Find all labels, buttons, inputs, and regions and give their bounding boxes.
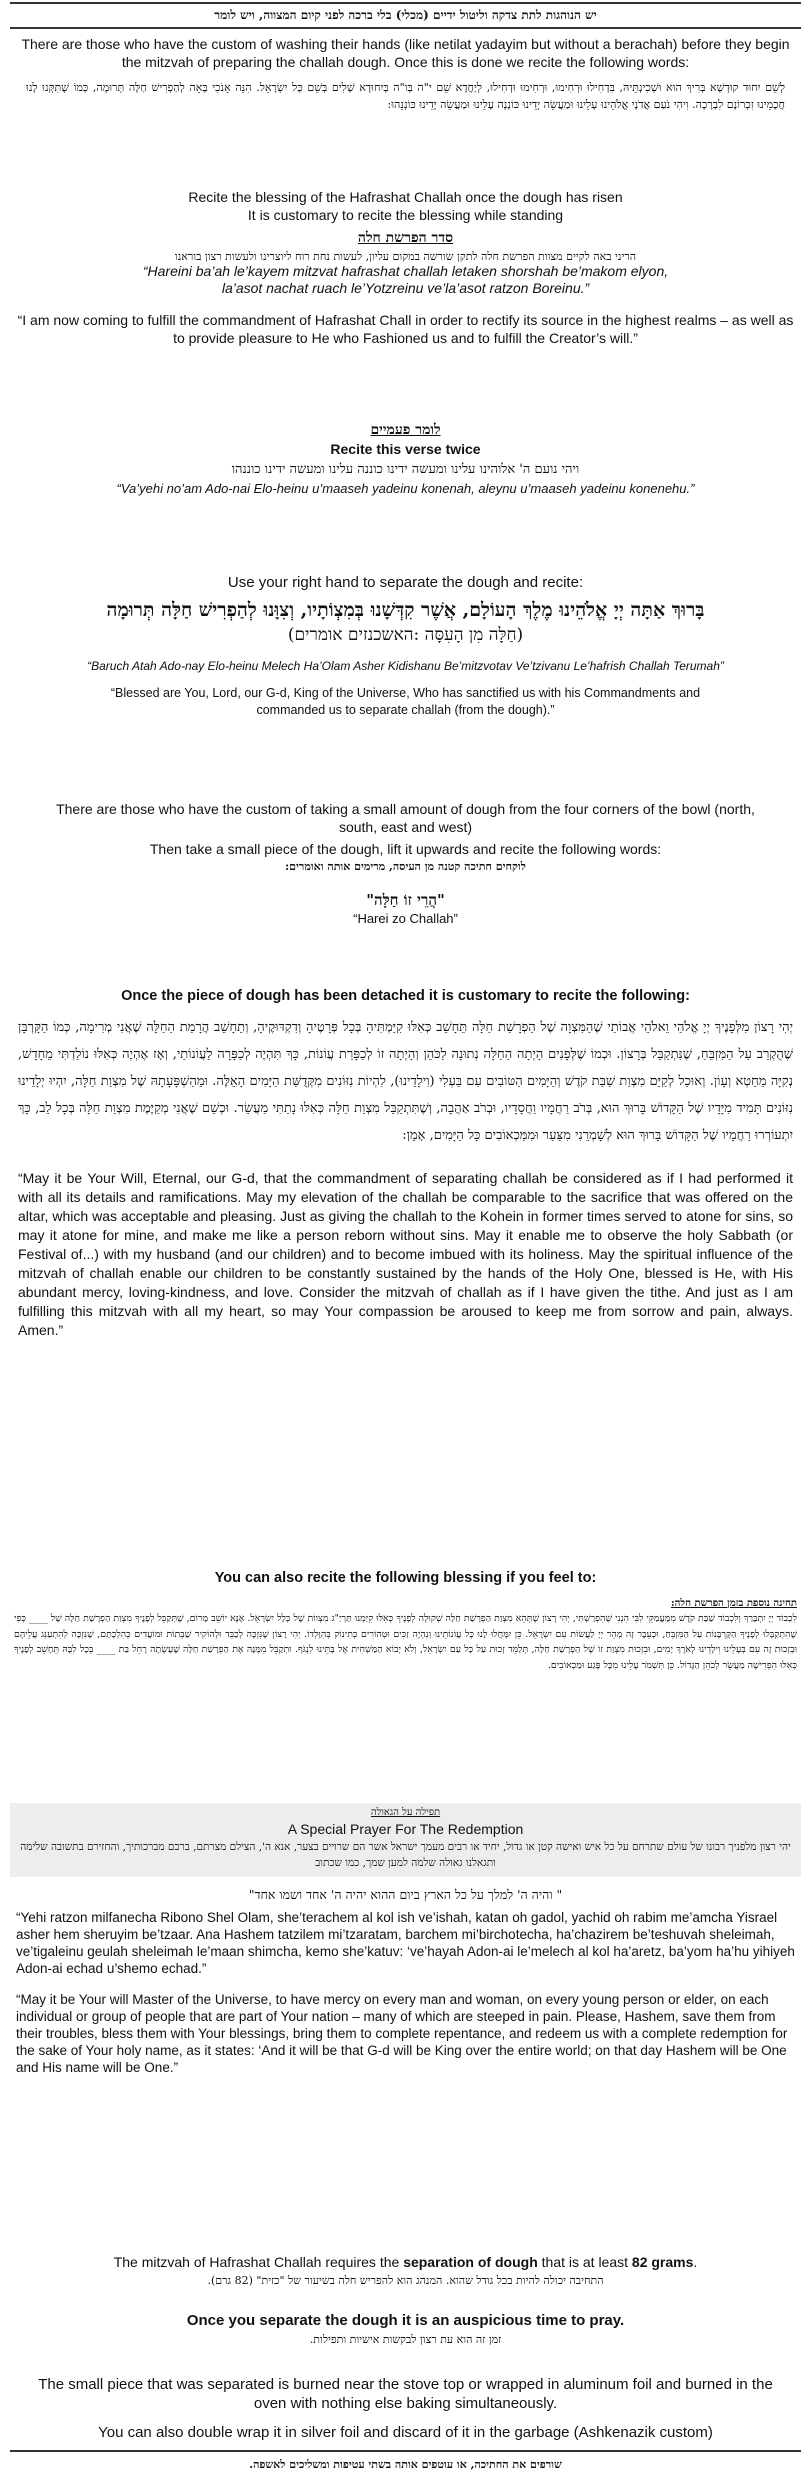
redemption-title-he: תפילה על הגאולה (370, 1807, 441, 1818)
twice-translit: “Va’yehi no’am Ado-nai Elo-heinu u’maaseh yadeinu konenah, aleynu u’maaseh yadeinu konenehu.” (116, 481, 695, 496)
blessing-instruction-2: It is customary to recite the blessing while standing (247, 207, 564, 223)
detached-section (10, 988, 801, 1340)
twice-title-en: Recite this verse twice (330, 441, 481, 457)
additional-heading: You can also recite the following blessing if you feel to: (214, 1570, 597, 1586)
redemption-translation: “May it be Your will Master of the Universe, to have mercy on every man and woman, on every young person or elder, on each individual or group of people that are part of Your nation – many of which are steeped in pain. Please, Hashem, save them from their troubles, bless them with Your blessings, bring them to complete repentance, and redeem us with a complete redemption for the sake of Your holy name, as it states: ‘And it will be that G-d will be King over the entire world; on that day Hashem will be One and His name will be One.” (16, 1992, 788, 2075)
bracha-text-he-ashkenaz: (חַלָּה מִן הָעִסָּה :האשכנזים אומרים) (287, 625, 524, 645)
intro-prayer-he: לְשֵׁם יִחוּד קוּדְשָׁא בְּרִיךְ הוּא וּשְׁכִינְתֵּיהּ, בִּדְחִילוּ וּרְחִימוּ, וּרְחִימוּ וּדְחִילוּ, לְיַחֲדָא שֵׁם י"ה בְּו"ה בְּיִחוּדָא שְׁלִים בְּשֵׁם כָּל יִשְׂרָאֵל. הִנֵּה אָנֹכִי בָּאָה לְהַפְרִישׁ חַלָּה תְּרוּמָה, כְּמוֹ שֶׁתִּקְּנוּ לָנוּ חֲכָמֵינוּ זִכְרוֹנָם לִבְרָכָה. וִיהִי נֹעַם אֲדֹנָי אֱלֹהֵינוּ עָלֵינוּ וּמַעֲשֵׂה יָדֵינוּ כּוֹנְנָה עָלֵינוּ וּמַעֲשֵׂה יָדֵינוּ כּוֹנְנֵהוּ: (26, 81, 785, 111)
burn-instruction-he: שורפים את החתיכה, או עוטפים אותה בשתי עטיפות ומשליכים לאשפה. (249, 2458, 562, 2471)
redemption-band (10, 1803, 801, 1877)
lift-instruction-he: לוקחים חתיכה קטנה מן העיסה, מרימים אותה ואומרים: (285, 860, 526, 873)
intro-section (10, 2, 801, 113)
redemption-text-he: יהי רצון מלפניך רבונו של עולם שתרחם על כל איש ואישה קטן או גדול, יחיד או רבים מעמך ישראל אשר הם שרויים בצער, אנא ה', הצילם מצרתם, ברכם מברכותיך, והחזירם בתשובה שלימה ותגאלנו גאולה שלמה למען שמך, כמו שכתוב (20, 1841, 791, 1869)
harei-zo-challah-he: "הֲרֵי זוֹ חַלָּה" (366, 891, 445, 909)
amount-grams: 82 grams (631, 2254, 694, 2270)
additional-text-he: לִכְבוֹד יְיָ יִתְבָּרַךְ וְלִכְבוֹד שַׁבַּת קֹדֶשׁ מִמַּעֲמַקֵּי לִבִּי הִנְנִי שֶׁהִפְרַשְׁתִּי, יְהִי רָצוֹן שֶׁתְּהֵא מִצְוַת הַפְרָשַׁת חַלָּה שְׁקוּלָה לְפָנֶיךָ כְּאִלּוּ קִיַּמְנוּ תַּרְיַ"ג מִצְווֹת שֶׁל כְּלַל יִשְׂרָאֵל. אָנָּא יוֹשֵׁב מָרוֹם, שֶׁתְּקַבֵּל לְפָנֶיךָ מִצְוַת הַפְרָשַׁת חַלָּה שֶׁל ____ כְּפִי שֶׁהִתְקַבְּלוּ לְפָנֶיךָ הַקָּרְבָּנוֹת עַל הַמִּזְבֵּחַ, וּכְעֵבֶר זֶה מְהֵר יְיָ לַעֲשׂוֹת עִם יִשְׂרָאֵל. כֵּן יִמָּחֲלוּ לָנוּ כָּל עֲוֹנוֹתֵינוּ וְנִהְיֶה זַכִּים וּטְהוֹרִים כְּתִינוֹק בְּהִוָּלְדוֹ. יְהִי רָצוֹן שֶׁנִּזְכֶּה לְכַבֵּד וּלְהוֹקִיר שַׁבְּתוֹת וּמוֹעֲדִים כְּהִלְכָתָם, שֶׁנִּזְכֶּה לְהִתְעַנֵּג עֲלֵיהֶם וּבְזְכוּת זֶה עִם בְּעָלֵינוּ וִילָדֵינוּ לְאֹרֶךְ יָמִים, וּבִזְכוּת מִצְוַת זוֹ שֶׁל הַפְרָשַׁת חַלָּה, תְּלַמֵּד זְכוּת עַל כָּל עַם יִשְׂרָאֵל, וְלֹא יָבוֹא הַמַּשְׁחִית אֶל בָּתֵּינוּ לִנְגֹּף. וּתְקַבֵּל מִמֶּנָּה אֶת הַפְרָשַׁת חַלָּה שֶׁעָשְׂתָה רָחֵל בַּת ____ בְּכָל לִבָּהּ תֵּחָשֵׁב לְפָנֶיךָ כְּאִלּוּ הִפְרִישָׁה מַעֲשֵׂר לְכֹהֵן הַגָּדוֹל. כֵּן תִּשְׁמֹר עָלֵינוּ מִכָּל פֶּגַע וּמַכְאוֹבִים. (14, 1613, 797, 1671)
seder-text-he: הריני באה לקיים מצוות הפרשת חלה לתקן שורשה במקום עליון, לעשות נחת רוח ליוצרינו ולעשות רצון בוראנו (174, 250, 637, 263)
seder-translit-2: la’asot nachat ruach le’Yotzreinu ve’la’asot ratzon Boreinu.” (221, 280, 590, 296)
seder-translit-1: “Hareini ba’ah le’kayem mitzvat hafrashat challah letaken shorshah be’makom elyon, (142, 263, 669, 279)
amount-section (10, 2254, 801, 2287)
divider (10, 2, 801, 4)
amount-text-before: The mitzvah of Hafrashat Challah requires the (113, 2254, 404, 2270)
twice-section (10, 422, 801, 496)
redemption-verse-he: " והיה ה' למלך על כל הארץ ביום ההוא יהיה ה' אחד ושמו אחד" (248, 1887, 563, 1902)
lift-instruction: Then take a small piece of the dough, lift it upwards and recite the following words: (149, 841, 662, 857)
pray-section (10, 2312, 801, 2346)
discard-instruction: You can also double wrap it in silver foil and discard of it in the garbage (Ashkenazik custom) (98, 2424, 713, 2441)
corners-section (10, 800, 801, 926)
bracha-translit: “Baruch Atah Ado-nay Elo-heinu Melech Ha’Olam Asher Kidishanu Be’mitzvotav Ve’tzivanu Le’hafrish Challah Terumah” (87, 659, 724, 673)
amount-text-end: . (693, 2254, 698, 2270)
twice-text-he: ויהי נועם ה' אלוהינו עלינו ומעשה ידינו כוננה עלינו ומעשה ידינו כוננהו (231, 462, 580, 477)
bracha-translation: “Blessed are You, Lord, our G-d, King of the Universe, Who has sanctified us with his Commandments and commanded us to separate challah (from the dough).” (110, 686, 701, 717)
additional-section (10, 1570, 801, 1673)
blessing-intro-section (10, 188, 801, 347)
detached-translation: “May it be Your Will, Eternal, our G-d, that the commandment of separating challah be considered as if I had performed it with all its details and ramifications. May my elevation of the challah be comparable to the sacrifice that was offered on the altar, which was acceptable and pleasing. Just as giving the challah to the Kohein in former times served to atone for sins, so may it atone for mine, and make me like a person reborn without sins. May it enable me to observe the holy Sabbath (or Festival of...) with my husband (and our children) and to become imbued with its holiness. May the spiritual influence of the mitzvah of challah enable our children to be constantly sustained by the hands of the Holy One, blessed is He, with His abundant mercy, loving-kindness, and love. Consider the mitzvah of challah as if I have given the tithe. And just as I am fulfilling this mitzvah with all my heart, so may Your compassion be aroused to keep me from sorrow and pain, always. Amen.” (18, 1170, 793, 1338)
intro-text: There are those who have the custom of washing their hands (like netilat yadayim but without a berachah) before they begin the mitzvah of preparing the challah dough. Once this is done we recite the following words: (21, 36, 790, 70)
blessing-instruction-1: Recite the blessing of the Hafrashat Challah once the dough has risen (188, 189, 623, 205)
bracha-instruction: Use your right hand to separate the dough and recite: (227, 574, 584, 591)
twice-title-he: לומר פעמיים (370, 422, 441, 438)
detached-heading: Once the piece of dough has been detached it is customary to recite the following: (121, 988, 690, 1004)
divider (10, 27, 801, 29)
bracha-text-he: בָּרוּךְ אַתָּה יְיָ אֱלֹהֵינוּ מֶלֶךְ הָעוֹלָם, אֲשֶׁר קִדְּשָׁנוּ בְּמִצְוֹתָיו, וְצִוָּנוּ לְהַפְרִישׁ חַלָּה תְּרוּמָה (106, 599, 705, 621)
corners-instruction: There are those who have the custom of taking a small amount of dough from the four corners of the bowl (north, south, east and west) (56, 801, 755, 835)
detached-prayer-he: יְהִי רָצוֹן מִלְּפָנֶיךָ יְיָ אֱלֹהַי וֵאלֹהֵי אֲבוֹתַי שֶׁהַמִּצְוָה שֶׁל הַפְרָשַׁת חַלָּה תֵּחָשֵׁב כְּאִלּוּ קִיַּמְתִּיהָ בְּכָל פְּרָטֶיהָ וְדִקְדּוּקֶיהָ, וְתֵחָשֵׁב הֲרָמַת הַחַלָּה שֶׁאֲנִי מְרִימָה, כְּמוֹ הַקָּרְבָּן שֶׁהֻקְרַב עַל הַמִּזְבֵּחַ, שֶׁנִּתְקַבֵּל בְּרָצוֹן. וּכְמוֹ שֶׁלְּפָנִים הָיְתָה הַחַלָּה נְתוּנָה לַכֹּהֵן וְהָיְתָה זוֹ לְכַפָּרַת עֲוֹנוֹת, כָּךְ תִּהְיֶה לְכַפָּרָה לַעֲוֹנוֹתַי, וְאָז אֶהְיֶה כְּאִלּוּ נוֹלַדְתִּי מֵחָדָשׁ, נְקִיָּה מֵחֵטְא וְעָוֹן. וְאוּכַל לְקַיֵּם מִצְוַת שַׁבַּת קֹדֶשׁ וְהַיָּמִים הַטּוֹבִים עִם בַּעְלִי (וִילָדֵינוּ), לִהְיוֹת נִזּוֹנִים מִקְּדֻשַּׁת הַיָּמִים הָאֵלֶּה. וּמֵהַשְׁפָּעָתָהּ שֶׁל מִצְוַת חַלָּה, יִהְיוּ יְלָדֵינוּ נִזּוֹנִים תָּמִיד מִיָּדָיו שֶׁל הַקָּדוֹשׁ בָּרוּךְ הוּא, בְּרֹב רַחֲמָיו וַחֲסָדָיו, וּבְרֹב אַהֲבָה, וְשֶׁתִּתְקַבֵּל מִצְוַת חַלָּה כְּאִלּוּ נָתַתִּי מַעֲשֵׂר. וּכְשֵׁם שֶׁאֲנִי מְקַיֶּמֶת מִצְוַת חַלָּה בְּכָל לֵב, כָּךְ יִתְעוֹרְרוּ רַחֲמָיו שֶׁל הַקָּדוֹשׁ בָּרוּךְ הוּא לְשָׁמְרֵנִי מִצַּעַר וּמִמַּכְאוֹבִים כָּל הַיָּמִים, אָמֵן: (18, 1020, 793, 1143)
burn-section (10, 2375, 801, 2471)
amount-text-he: התחיבה יכולה להיות בכל גודל שהוא. המנהג הוא להפריש חלה בשיעור של "כזית" (82 גרם). (207, 2274, 604, 2287)
amount-text-mid: that is at least (537, 2254, 632, 2270)
harei-zo-challah-en: “Harei zo Challah” (353, 911, 458, 926)
seder-title-he: סדר הפרשת חלה (357, 230, 454, 246)
bracha-section (10, 574, 801, 719)
redemption-translit: “Yehi ratzon milfanecha Ribono Shel Olam, she’terachem al kol ish ve’ishah, katan oh gadol, yachid oh rabim me’amcha Yisrael asher hem sheruyim be’tzaar. Ana Hashem tatzilem mi’tzaratam, barchem mi’birchotecha, ha’chazirem be’teshuvah sheleimah, ve’tigaleinu geulah sheleimah le’maan shimcha, kemo she’katuv: ‘ve’hayah Adon-ai le’melech al kol ha’aretz, ba’yom ha’hu yihiyeh Adon-ai echad u’shemo echad.” (16, 1910, 795, 1976)
additional-title-he: תחינה נוספת בזמן הפרשת חלה: (670, 1598, 797, 1609)
intro-heading-he: יש הנוהגות לתת צדקה וליטול ידיים (מכלי) בלי ברכה לפני קיום המצווה, ויש לומר (214, 8, 597, 22)
seder-translation: “I am now coming to fulfill the commandment of Hafrashat Chall in order to rectify its source in the highest realms – as well as to provide pleasure to He who Fashioned us and to fulfill the Creator’s will.” (17, 312, 794, 346)
redemption-title-en: A Special Prayer For The Redemption (287, 1821, 524, 1837)
divider (10, 2450, 801, 2452)
amount-text (10, 2254, 801, 2270)
pray-text-he: זמן זה הוא עת רצון לבקשות אישיות ותפילות. (309, 2333, 502, 2346)
redemption-section (10, 1803, 801, 2076)
pray-heading: Once you separate the dough it is an auspicious time to pray. (186, 2312, 625, 2329)
burn-instruction: The small piece that was separated is burned near the stove top or wrapped in aluminum foil and burned in the oven with nothing else baking simultaneously. (38, 2376, 773, 2412)
amount-text-bold: separation of dough (403, 2254, 538, 2270)
